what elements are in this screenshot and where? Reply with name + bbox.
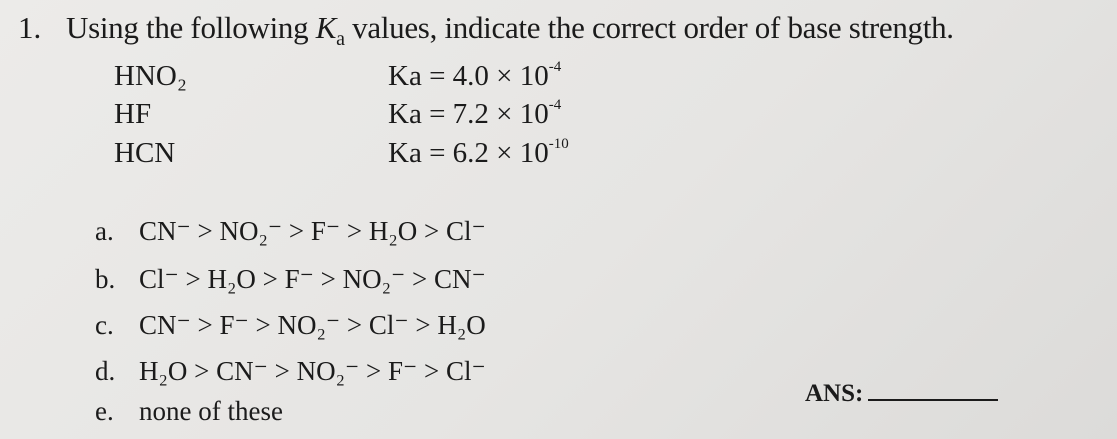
acid-name-hf: HF bbox=[114, 98, 152, 130]
ka-value-hno2: $Ka = 4.0 \times 10^{-4}$ bbox=[388, 59, 562, 92]
choice-letter: c. bbox=[95, 310, 114, 340]
choice-text: none of these bbox=[139, 396, 283, 426]
choice-c[interactable] bbox=[95, 310, 486, 341]
choice-e[interactable] bbox=[95, 396, 283, 427]
choice-letter: d. bbox=[95, 356, 116, 386]
choice-d[interactable] bbox=[95, 356, 486, 387]
question-text bbox=[66, 10, 954, 51]
ka-exponent: -4 bbox=[548, 97, 562, 114]
ka-value-hf: $Ka = 7.2 \times 10^{-4}$ bbox=[388, 97, 562, 130]
choice-letter: e. bbox=[95, 396, 114, 426]
ka-subscript: a bbox=[336, 28, 345, 51]
choice-b[interactable] bbox=[95, 264, 486, 295]
answer-blank[interactable] bbox=[868, 399, 998, 401]
choice-text: CN⁻ > F⁻ > NO₂⁻ > Cl⁻ > H₂O bbox=[139, 310, 486, 340]
answer-label: ANS: bbox=[805, 380, 864, 407]
ka-value-hcn: $Ka = 6.2 \times 10^{-10}$ bbox=[388, 136, 569, 169]
choice-text: Cl⁻ > H₂O > F⁻ > NO₂⁻ > CN⁻ bbox=[139, 264, 486, 294]
question-text-start: Using the following bbox=[66, 10, 316, 45]
ka-exponent: -4 bbox=[548, 59, 562, 76]
choice-text: CN⁻ > NO₂⁻ > F⁻ > H₂O > Cl⁻ bbox=[139, 216, 486, 246]
choice-text: H₂O > CN⁻ > NO₂⁻ > F⁻ > Cl⁻ bbox=[139, 356, 486, 386]
ka-symbol: $K_a$ bbox=[315, 10, 345, 51]
acid-name-hcn: HCN bbox=[114, 137, 176, 169]
question-number: 1. bbox=[18, 10, 42, 45]
choice-letter: b. bbox=[95, 264, 116, 294]
choice-letter: a. bbox=[95, 216, 114, 246]
question-text-end: values, indicate the correct order of base strength. bbox=[344, 10, 954, 45]
ka-exponent: -10 bbox=[548, 136, 569, 153]
acid-name-hno2: HNO₂ bbox=[114, 60, 187, 92]
choice-a[interactable] bbox=[95, 216, 486, 247]
